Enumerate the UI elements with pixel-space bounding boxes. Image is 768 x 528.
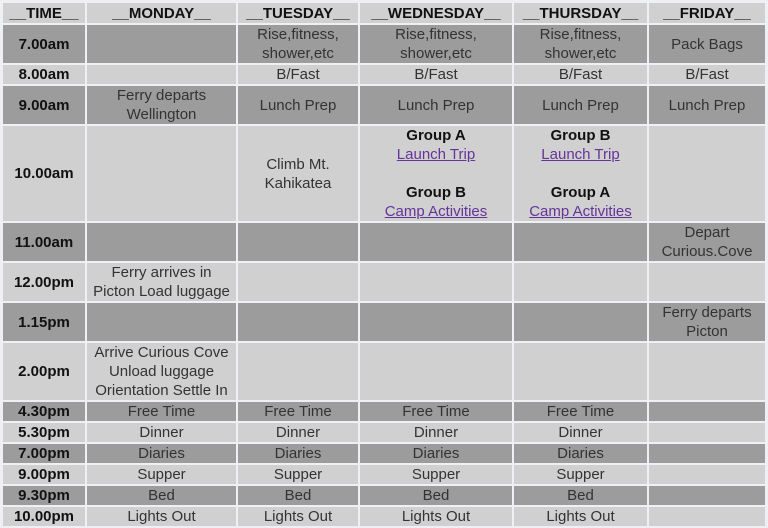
schedule-table	[1, 1, 767, 528]
cell-thursday	[514, 402, 647, 421]
cell-text: Curious.Cove	[661, 243, 753, 260]
table-row	[3, 65, 765, 84]
cell-text: Bed	[422, 487, 450, 504]
cell-text: Lights Out	[127, 508, 196, 525]
cell-thursday	[514, 343, 647, 400]
cell-thursday	[514, 25, 647, 63]
cell-line	[360, 145, 512, 164]
cell-thursday	[514, 223, 647, 261]
time-cell: 7.00pm	[3, 444, 85, 463]
cell-wednesday	[360, 223, 512, 261]
table-row	[3, 465, 765, 484]
header-monday: __MONDAY__	[87, 3, 236, 23]
activity-link[interactable]: Camp Activities	[529, 203, 632, 220]
cell-wednesday	[360, 507, 512, 526]
cell-thursday	[514, 444, 647, 463]
cell-wednesday	[360, 465, 512, 484]
cell-text: Diaries	[138, 445, 185, 462]
time-cell: 12.00pm	[3, 263, 85, 301]
cell-thursday	[514, 86, 647, 124]
cell-text: Rise,fitness,	[395, 26, 477, 43]
table-row	[3, 343, 765, 400]
table-row	[3, 423, 765, 442]
cell-text: Rise,fitness,	[539, 26, 622, 43]
header-time: __TIME__	[3, 3, 85, 23]
cell-tuesday	[238, 303, 358, 341]
cell-text: Dinner	[558, 424, 603, 441]
time-cell: 10.00am	[3, 126, 85, 221]
cell-monday	[87, 65, 236, 84]
cell-friday	[649, 444, 765, 463]
cell-monday	[87, 423, 236, 442]
cell-text: Picton	[686, 323, 728, 340]
cell-text: Dinner	[139, 424, 184, 441]
cell-text: Arrive Curious Cove	[94, 344, 229, 361]
cell-text: Dinner	[413, 424, 459, 441]
cell-text: Climb Mt.	[266, 155, 330, 173]
cell-text: Dinner	[275, 424, 321, 441]
cell-tuesday	[238, 507, 358, 526]
header-thursday: __THURSDAY__	[514, 3, 647, 23]
cell-friday	[649, 263, 765, 301]
cell-text: Rise,fitness,	[257, 26, 339, 43]
group-label: Group B	[550, 127, 611, 144]
cell-wednesday	[360, 25, 512, 63]
cell-tuesday	[238, 444, 358, 463]
cell-monday	[87, 223, 236, 261]
activity-link[interactable]: Camp Activities	[384, 203, 488, 220]
cell-text: B/Fast	[685, 66, 729, 83]
cell-friday	[649, 65, 765, 84]
cell-text: Kahikatea	[264, 174, 332, 192]
activity-link[interactable]: Launch Trip	[541, 146, 620, 163]
cell-friday	[649, 223, 765, 261]
cell-text: Pack Bags	[671, 35, 743, 53]
cell-text: shower,etc	[544, 45, 617, 62]
header-tuesday: __TUESDAY__	[238, 3, 358, 23]
time-cell: 1.15pm	[3, 303, 85, 341]
spacer	[514, 164, 647, 183]
cell-text: shower,etc	[262, 45, 334, 62]
table-row	[3, 444, 765, 463]
header-wednesday: __WEDNESDAY__	[360, 3, 512, 23]
table-row	[3, 402, 765, 421]
cell-wednesday	[360, 343, 512, 400]
cell-friday	[649, 86, 765, 124]
cell-tuesday	[238, 263, 358, 301]
cell-friday	[649, 343, 765, 400]
cell-wednesday	[360, 126, 512, 221]
table-row	[3, 126, 765, 221]
time-cell: 9.00pm	[3, 465, 85, 484]
cell-text: B/Fast	[414, 66, 458, 83]
cell-text: Diaries	[274, 445, 322, 462]
cell-text: Ferry departs	[662, 304, 752, 321]
cell-tuesday	[238, 86, 358, 124]
cell-monday	[87, 402, 236, 421]
cell-text: Supper	[137, 466, 186, 483]
time-cell: 11.00am	[3, 223, 85, 261]
cell-thursday	[514, 263, 647, 301]
cell-text: Free Time	[264, 403, 332, 420]
cell-text: Lunch Prep	[397, 96, 475, 114]
cell-line	[360, 202, 512, 221]
cell-thursday	[514, 507, 647, 526]
cell-text: B/Fast	[276, 66, 320, 83]
cell-text: Supper	[273, 466, 323, 483]
cell-text: shower,etc	[400, 45, 472, 62]
time-cell: 2.00pm	[3, 343, 85, 400]
cell-text: Unload luggage	[108, 363, 215, 380]
cell-tuesday	[238, 223, 358, 261]
cell-wednesday	[360, 65, 512, 84]
time-cell: 4.30pm	[3, 402, 85, 421]
cell-text: Supper	[556, 466, 605, 483]
cell-wednesday	[360, 86, 512, 124]
cell-thursday	[514, 303, 647, 341]
cell-wednesday	[360, 444, 512, 463]
cell-friday	[649, 303, 765, 341]
cell-thursday	[514, 465, 647, 484]
cell-text: Diaries	[412, 445, 460, 462]
activity-link[interactable]: Launch Trip	[396, 146, 476, 163]
group-label: Group A	[550, 184, 611, 201]
cell-tuesday	[238, 486, 358, 505]
group-label: Group B	[406, 184, 466, 201]
time-cell: 5.30pm	[3, 423, 85, 442]
cell-monday	[87, 486, 236, 505]
time-cell: 9.00am	[3, 86, 85, 124]
cell-friday	[649, 126, 765, 221]
cell-text: Bed	[148, 487, 175, 504]
cell-text: Supper	[411, 466, 461, 483]
cell-monday	[87, 444, 236, 463]
cell-text: Depart	[684, 224, 730, 241]
cell-thursday	[514, 486, 647, 505]
cell-text: B/Fast	[558, 66, 603, 83]
cell-tuesday	[238, 343, 358, 400]
cell-text: Lights Out	[401, 508, 471, 525]
table-row	[3, 223, 765, 261]
table-row	[3, 263, 765, 301]
cell-monday	[87, 86, 236, 124]
cell-thursday	[514, 126, 647, 221]
cell-text: Lunch Prep	[259, 96, 337, 114]
cell-wednesday	[360, 303, 512, 341]
cell-line	[514, 202, 647, 221]
cell-text: Lights Out	[546, 508, 615, 525]
cell-tuesday	[238, 126, 358, 221]
cell-text: Free Time	[546, 403, 615, 420]
cell-text: Diaries	[557, 445, 604, 462]
cell-monday	[87, 343, 236, 400]
cell-wednesday	[360, 402, 512, 421]
table-row	[3, 486, 765, 505]
cell-tuesday	[238, 402, 358, 421]
cell-friday	[649, 486, 765, 505]
cell-text: Bed	[284, 487, 312, 504]
schedule-body	[3, 25, 765, 526]
cell-monday	[87, 465, 236, 484]
cell-text: Wellington	[126, 106, 197, 123]
header-friday: __FRIDAY__	[649, 3, 765, 23]
time-cell: 8.00am	[3, 65, 85, 84]
cell-wednesday	[360, 263, 512, 301]
cell-tuesday	[238, 25, 358, 63]
cell-text: Ferry departs	[116, 87, 207, 104]
group-label: Group A	[406, 127, 466, 144]
header-row	[3, 3, 765, 23]
cell-thursday	[514, 65, 647, 84]
spacer	[360, 164, 512, 183]
time-cell: 10.00pm	[3, 507, 85, 526]
cell-monday	[87, 126, 236, 221]
cell-friday	[649, 25, 765, 63]
cell-friday	[649, 402, 765, 421]
cell-wednesday	[360, 423, 512, 442]
cell-monday	[87, 25, 236, 63]
cell-text: Free Time	[127, 403, 196, 420]
cell-text: Ferry arrives in	[111, 264, 212, 281]
cell-tuesday	[238, 465, 358, 484]
table-row	[3, 25, 765, 63]
cell-monday	[87, 263, 236, 301]
cell-friday	[649, 465, 765, 484]
time-cell: 7.00am	[3, 25, 85, 63]
cell-text: Orientation Settle In	[95, 382, 228, 399]
cell-text: Lunch Prep	[668, 96, 746, 114]
cell-text: Bed	[567, 487, 594, 504]
cell-friday	[649, 507, 765, 526]
cell-wednesday	[360, 486, 512, 505]
cell-tuesday	[238, 423, 358, 442]
cell-monday	[87, 507, 236, 526]
table-row	[3, 86, 765, 124]
table-row	[3, 507, 765, 526]
cell-friday	[649, 423, 765, 442]
cell-line	[514, 145, 647, 164]
cell-tuesday	[238, 65, 358, 84]
table-row	[3, 303, 765, 341]
time-cell: 9.30pm	[3, 486, 85, 505]
cell-thursday	[514, 423, 647, 442]
cell-text: Free Time	[402, 403, 470, 420]
cell-text: Picton Load luggage	[93, 283, 230, 300]
cell-text: Lights Out	[263, 508, 333, 525]
cell-monday	[87, 303, 236, 341]
cell-text: Lunch Prep	[542, 96, 619, 114]
